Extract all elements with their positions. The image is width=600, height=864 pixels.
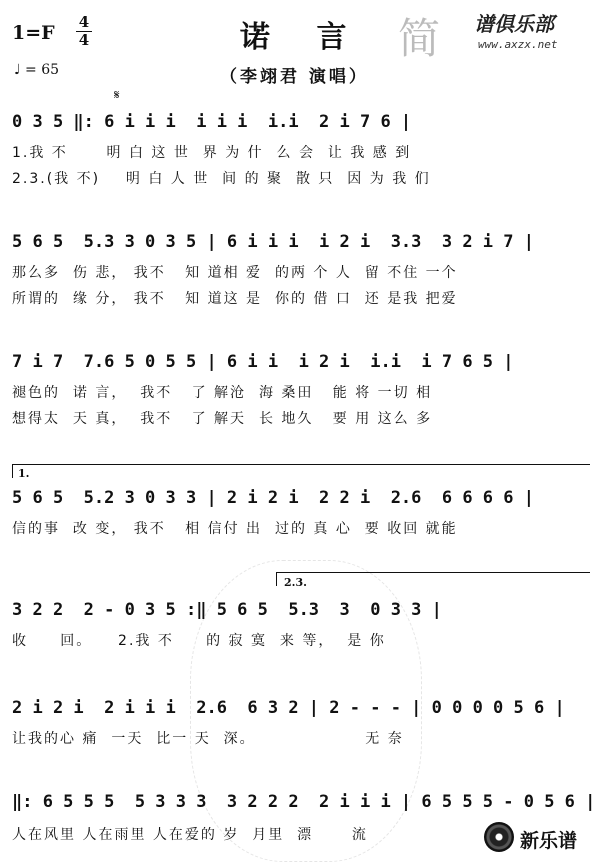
site-logo-text: 谱俱乐部 xyxy=(474,12,554,36)
score-row-1 xyxy=(12,112,592,188)
score-row-4 xyxy=(12,488,592,538)
first-ending-bracket-left xyxy=(12,464,13,478)
time-signature xyxy=(76,15,92,48)
notes-row-6: 2 i 2 i 2 i i i 2.6 6 3 2 | 2 - - - | 0 0 0 0 5 6 | xyxy=(12,698,565,718)
lyric-row-6-verse-1: 让我的心 痛 一天 比一 天 深。 无 奈 xyxy=(12,731,404,747)
segno-sign: 𝄋 xyxy=(114,88,120,103)
tempo-marking: ♩ = 65 xyxy=(14,62,60,78)
score-row-5 xyxy=(12,600,592,650)
lyric-row-1-verse-1: 1.我 不 明 白 这 世 界 为 什 么 会 让 我 感 到 xyxy=(12,145,412,161)
second-ending-mark: 2.3. xyxy=(284,576,307,589)
notes-row-3: 7 i 7 7.6 5 0 5 5 | 6 i i i 2 i i.i i 7 6 5 | xyxy=(12,352,514,372)
lyric-row-2-verse-1: 那么多 伤 悲， 我不 知 道相 爱 的两 个 人 留 不住 一个 xyxy=(12,265,458,281)
site-logo-url: www.axzx.net xyxy=(478,38,558,51)
lyric-row-4-verse-1: 信的事 改 变， 我不 相 信付 出 过的 真 心 要 收回 就能 xyxy=(12,521,458,537)
score-row-2 xyxy=(12,232,592,308)
notes-row-5: 3 2 2 2 - 0 3 5 :‖ 5 6 5 5.3 3 0 3 3 | xyxy=(12,600,442,620)
score-row-6 xyxy=(12,698,592,748)
time-signature-top: 4 xyxy=(78,13,90,31)
singer-credit: （李翊君 演唱） xyxy=(220,67,369,87)
notes-row-7: ‖: 6 5 5 5 5 3 3 3 3 2 2 2 2 i i i | 6 5 5 5 - 0 5 6 | xyxy=(12,792,596,812)
lyric-row-3-verse-1: 褪色的 诺 言， 我不 了 解沧 海 桑田 能 将 一切 相 xyxy=(12,385,433,401)
notes-row-1: 0 3 5 ‖: 6 i i i i i i i.i 2 i 7 6 | xyxy=(12,112,412,132)
second-ending-bracket-top xyxy=(276,572,590,573)
first-ending-mark: 1. xyxy=(18,467,30,480)
logo-glyph: 简 xyxy=(398,14,441,63)
key-signature: 1=F xyxy=(12,22,55,44)
first-ending-bracket-top xyxy=(12,464,590,465)
notes-row-2: 5 6 5 5.3 3 0 3 5 | 6 i i i i 2 i 3.3 3 2 i 7 | xyxy=(12,232,534,252)
song-title: 诺 言 xyxy=(240,20,365,55)
second-ending-bracket-left xyxy=(276,572,277,586)
notes-row-4: 5 6 5 5.2 3 0 3 3 | 2 i 2 i 2 2 i 2.6 6 6 6 6 | xyxy=(12,488,534,508)
lyric-row-1-verse-2: 2.3.(我 不) 明 白 人 世 间 的 聚 散 只 因 为 我 们 xyxy=(12,171,431,187)
disc-logo-icon xyxy=(484,822,514,852)
time-signature-bottom: 4 xyxy=(78,31,90,49)
lyric-row-3-verse-2: 想得太 天 真， 我不 了 解天 长 地久 要 用 这么 多 xyxy=(12,411,433,427)
score-row-3 xyxy=(12,352,592,428)
lyric-row-2-verse-2: 所谓的 缘 分， 我不 知 道这 是 你的 借 口 还 是我 把爱 xyxy=(12,291,458,307)
lyric-row-7-verse-1: 人在风里 人在雨里 人在爱的 岁 月里 漂 流 xyxy=(12,827,368,843)
lyric-row-5-verse-1: 收 回。 2.我 不 的 寂 寞 来 等， 是 你 xyxy=(12,633,386,649)
bottom-site-logo: 新乐谱 xyxy=(520,830,578,852)
